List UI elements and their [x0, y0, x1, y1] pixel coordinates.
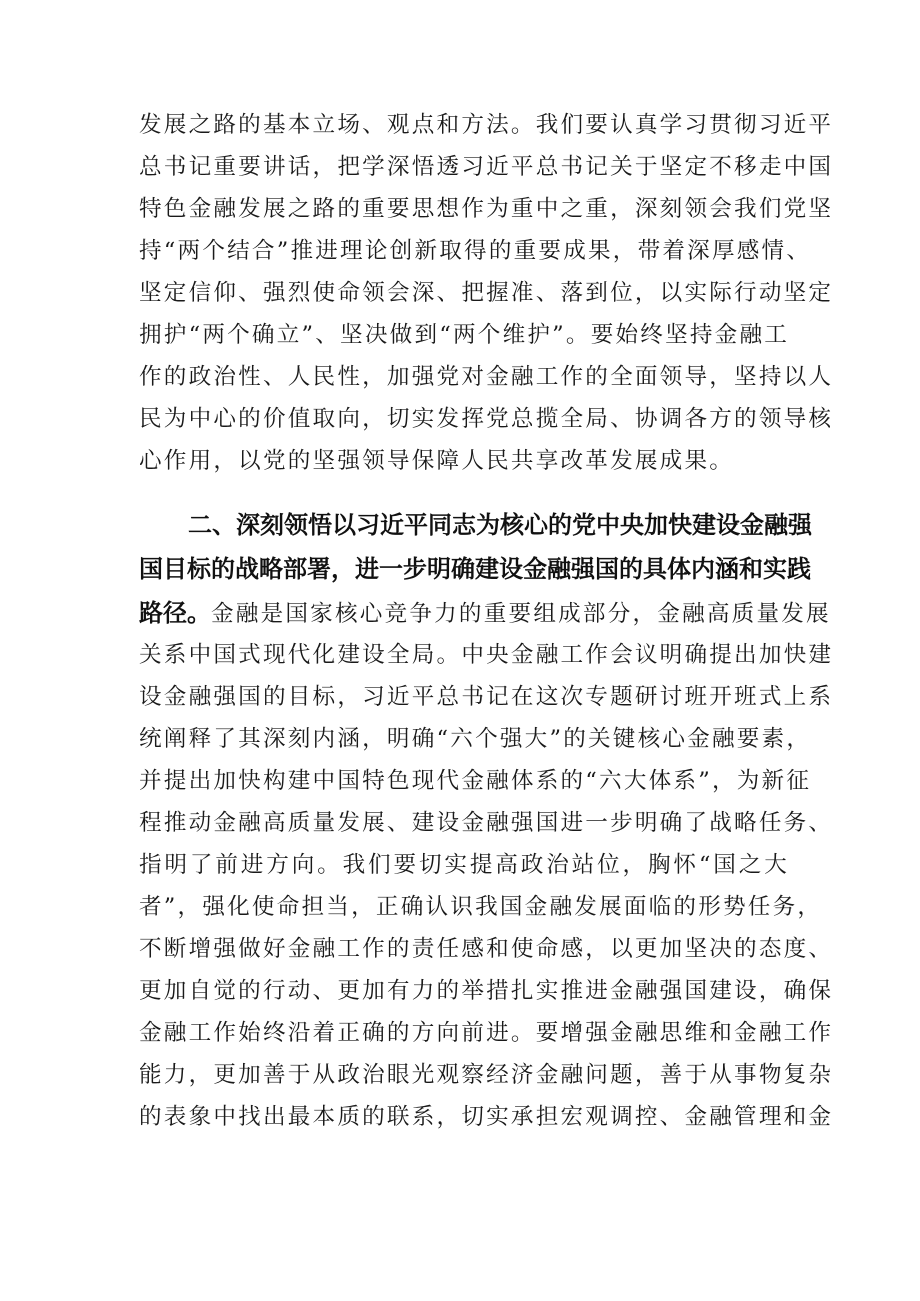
paragraph-1-line: 民为中心的价值取向，切实发挥党总揽全局、协调各方的领导核: [139, 406, 834, 432]
paragraph-1-line: 总书记重要讲话，把学深悟透习近平总书记关于坚定不移走中国: [139, 154, 834, 180]
section-2-body-start: 金融是国家核心竞争力的重要组成部分，金融高质量发展: [211, 601, 831, 627]
section-2-body-line: 金融工作始终沿着正确的方向前进。要增强金融思维和金融工作: [139, 1020, 834, 1046]
paragraph-1-line: 持“两个结合”推进理论创新取得的重要成果，带着深厚感情、: [139, 238, 812, 264]
section-2-heading-line-2: 国目标的战略部署，进一步明确建设金融强国的具体内涵和实践: [139, 555, 811, 583]
section-2-body-line: 并提出加快构建中国特色现代金融体系的“六大体系”，为新征: [139, 768, 812, 794]
paragraph-1-line: 作的政治性、人民性，加强党对金融工作的全面领导，坚持以人: [139, 364, 834, 390]
section-2-body-line: 统阐释了其深刻内涵，明确“六个强大”的关键核心金融要素，: [139, 726, 812, 752]
section-2-body-line: 不断增强做好金融工作的责任感和使命感，以更加坚决的态度、: [139, 936, 834, 962]
section-2-body-line: 程推动金融高质量发展、建设金融强国进一步明确了战略任务、: [139, 810, 834, 836]
section-2-body-line: 设金融强国的目标，习近平总书记在这次专题研讨班开班式上系: [139, 684, 834, 710]
section-2-body-line: 指明了前进方向。我们要切实提高政治站位，胸怀“国之大: [139, 852, 789, 878]
section-2-line-3: [139, 592, 831, 634]
section-2-heading-line-3: 路径。: [139, 599, 211, 627]
paragraph-1-line: 特色金融发展之路的重要思想作为重中之重，深刻领会我们党坚: [139, 196, 834, 222]
section-2-body-line: 者”，强化使命担当，正确认识我国金融发展面临的形势任务，: [139, 894, 823, 920]
section-2-heading-line-1: 二、深刻领悟以习近平同志为核心的党中央加快建设金融强: [188, 511, 812, 539]
paragraph-1-last-line: 心作用，以党的坚强领导保障人民共享改革发展成果。: [139, 448, 735, 474]
section-2-body-line: 更加自觉的行动、更加有力的举措扎实推进金融强国建设，确保: [139, 978, 834, 1004]
paragraph-1-line: 发展之路的基本立场、观点和方法。我们要认真学习贯彻习近平: [139, 112, 834, 138]
paragraph-1-line: 坚定信仰、强烈使命领会深、把握准、落到位，以实际行动坚定: [139, 280, 834, 306]
section-2-body-line: 关系中国式现代化建设全局。中央金融工作会议明确提出加快建: [139, 642, 834, 668]
section-2-body-line: 能力，更加善于从政治眼光观察经济金融问题，善于从事物复杂: [139, 1062, 834, 1088]
paragraph-1-line: 拥护“两个确立”、坚决做到“两个维护”。要始终坚持金融工: [139, 322, 790, 348]
section-2-body-line: 的表象中找出最本质的联系，切实承担宏观调控、金融管理和金: [139, 1104, 834, 1130]
